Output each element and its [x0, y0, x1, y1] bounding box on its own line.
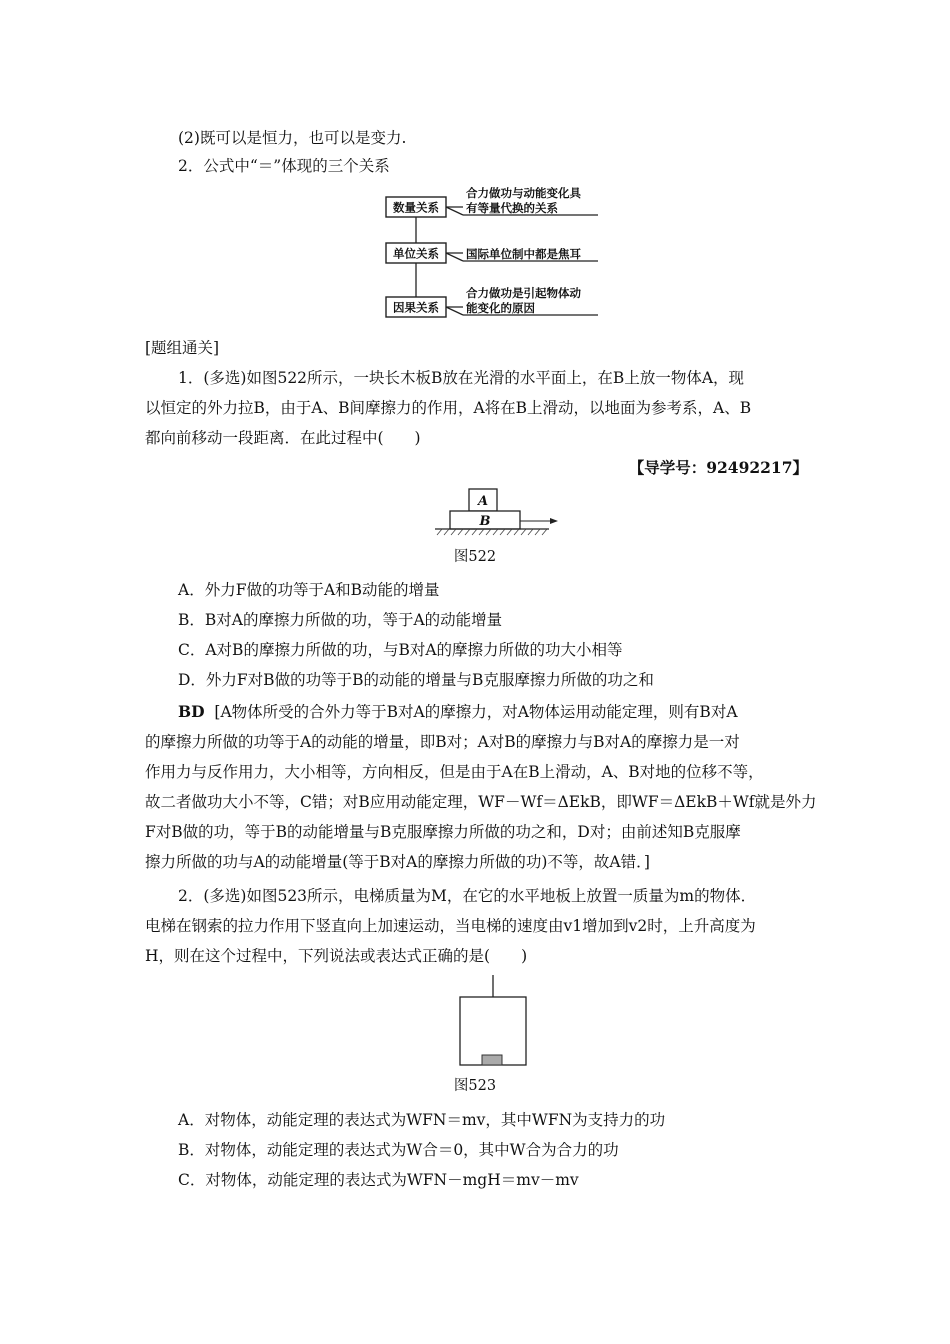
section-title: [题组通关] — [145, 339, 220, 357]
diagram-node-quantity — [386, 186, 598, 217]
ground-hatching — [437, 529, 547, 535]
explanation-text: [A物体所受的合外力等于B对A的摩擦力，对A物体运用动能定理，则有B对A — [214, 703, 738, 721]
node-label: 因果关系 — [393, 300, 439, 315]
figure-522-caption: 图522 — [453, 549, 497, 565]
q1-option-d: D．外力F对B做的功等于B的动能的增量与B克服摩擦力所做的功之和 — [178, 671, 654, 689]
node-desc: 合力做功与动能变化具 — [466, 186, 581, 200]
diagram-node-unit — [386, 243, 598, 263]
intro-line-2: 2．公式中“＝”体现的三个关系 — [178, 157, 390, 175]
q1-explanation-4: 故二者做功大小不等，C错；对B应用动能定理，WF－Wf＝ΔEkB，即WF＝ΔEkB＋Wf就是外力 — [145, 793, 817, 811]
q1-line-1: 1．(多选)如图522所示，一块长木板B放在光滑的水平面上，在B上放一物体A，现 — [178, 369, 745, 387]
node-label: 数量关系 — [393, 200, 439, 215]
q1-line-3: 都向前移动一段距离．在此过程中( ) — [145, 429, 421, 447]
figure-522 — [432, 488, 562, 538]
block-a-label: A — [477, 494, 489, 509]
q2-option-c: C．对物体，动能定理的表达式为WFN－mgH＝mv－mv — [178, 1171, 579, 1189]
board-b-label: B — [479, 514, 491, 529]
intro-line-1: (2)既可以是恒力，也可以是变力. — [178, 129, 407, 147]
guide-number: 【导学号：92492217】 — [628, 458, 808, 477]
q1-explanation-2: 的摩擦力所做的功等于A的动能的增量，即B对；A对B的摩擦力与B对A的摩擦力是一对 — [145, 733, 740, 751]
q2-line-2: 电梯在钢索的拉力作用下竖直向上加速运动，当电梯的速度由v1增加到v2时，上升高度为 — [145, 917, 756, 935]
q1-answer-line-1 — [178, 700, 810, 724]
relationship-diagram — [383, 184, 623, 324]
q1-explanation-3: 作用力与反作用力，大小相等，方向相反，但是由于A在B上滑动，A、B对地的位移不等， — [145, 763, 764, 781]
q1-line-2: 以恒定的外力拉B，由于A、B间摩擦力的作用，A将在B上滑动，以地面为参考系，A、B — [145, 399, 752, 417]
q2-line-3: H，则在这个过程中，下列说法或表达式正确的是( ) — [145, 947, 528, 965]
node-desc: 能变化的原因 — [466, 301, 535, 315]
node-desc: 有等量代换的关系 — [466, 201, 558, 215]
figure-523-caption: 图523 — [453, 1078, 497, 1094]
q2-option-a: A．对物体，动能定理的表达式为WFN＝mv，其中WFN为支持力的功 — [178, 1111, 666, 1129]
q2-line-1: 2．(多选)如图523所示，电梯质量为M，在它的水平地板上放置一质量为m的物体． — [178, 887, 757, 905]
q1-option-a: A．外力F做的功等于A和B动能的增量 — [178, 581, 440, 599]
figure-523-elevator — [450, 975, 550, 1075]
node-desc: 国际单位制中都是焦耳 — [466, 247, 581, 261]
q1-explanation-5: F对B做的功，等于B的动能增量与B克服摩擦力所做的功之和，D对；由前述知B克服摩 — [145, 823, 741, 841]
diagram-node-cause — [386, 286, 598, 317]
node-label: 单位关系 — [393, 246, 439, 261]
answer-key: BD — [178, 702, 205, 721]
q1-option-b: B．B对A的摩擦力所做的功，等于A的动能增量 — [178, 611, 503, 629]
object-block — [482, 1055, 502, 1065]
q2-option-b: B．对物体，动能定理的表达式为W合＝0，其中W合为合力的功 — [178, 1141, 619, 1159]
q1-explanation-6: 擦力所做的功与A的动能增量(等于B对A的摩擦力所做的功)不等，故A错．] — [145, 853, 650, 871]
q1-option-c: C．A对B的摩擦力所做的功，与B对A的摩擦力所做的功大小相等 — [178, 641, 623, 659]
node-desc: 合力做功是引起物体动 — [466, 286, 581, 300]
